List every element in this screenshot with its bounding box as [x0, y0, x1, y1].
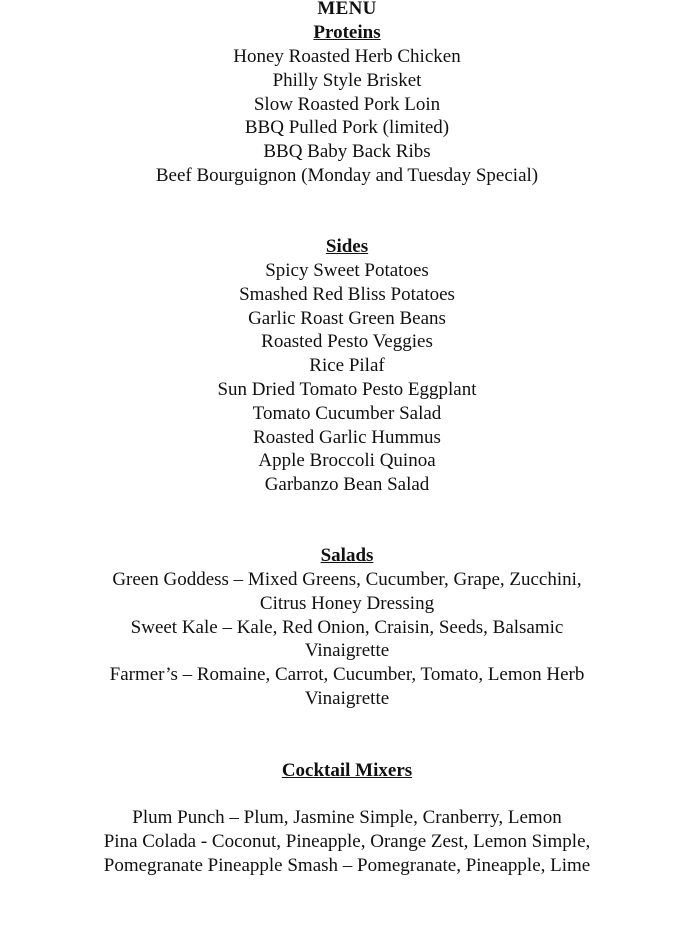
side-item: Roasted Garlic Hummus: [253, 426, 441, 448]
protein-item: Philly Style Brisket: [272, 69, 422, 91]
sides-list: [0, 259, 694, 497]
protein-item: Slow Roasted Pork Loin: [253, 93, 441, 115]
side-item: Rice Pilaf: [309, 355, 385, 377]
side-item: Roasted Pesto Veggies: [261, 331, 433, 353]
side-item: Smashed Red Bliss Potatoes: [239, 283, 455, 305]
side-item: Spicy Sweet Potatoes: [265, 260, 429, 281]
cocktail-mixers-section: [0, 759, 694, 877]
protein-item: BBQ Pulled Pork (limited): [244, 117, 450, 139]
protein-item: Beef Bourguignon (Monday and Tuesday Special): [155, 164, 539, 186]
protein-item: BBQ Baby Back Ribs: [263, 141, 431, 163]
proteins-list: [0, 45, 694, 188]
cocktail-item: Pina Colada - Coconut, Pineapple, Orange Zest, Lemon Simple,: [103, 830, 591, 852]
side-item: Tomato Cucumber Salad: [252, 402, 442, 424]
side-item: Apple Broccoli Quinoa: [258, 450, 436, 472]
sides-section: [0, 235, 694, 497]
salad-line: Farmer’s – Romaine, Carrot, Cucumber, Tomato, Lemon Herb: [109, 664, 585, 686]
salad-line: Citrus Honey Dressing: [259, 592, 435, 614]
salads-section: [0, 544, 694, 711]
cocktail-item: Plum Punch – Plum, Jasmine Simple, Cranberry, Lemon: [132, 807, 562, 828]
cocktail-mixers-list: [0, 806, 694, 877]
cocktail-item: Pomegranate Pineapple Smash – Pomegranate, Pineapple, Lime: [103, 854, 591, 876]
proteins-section: [0, 21, 694, 188]
menu-title: MENU: [317, 0, 377, 19]
side-item: Garbanzo Bean Salad: [264, 474, 430, 496]
side-item: Sun Dried Tomato Pesto Eggplant: [217, 378, 477, 400]
cocktail-mixers-heading: Cocktail Mixers: [281, 760, 413, 781]
salad-line: Green Goddess – Mixed Greens, Cucumber, Grape, Zucchini,: [112, 569, 582, 590]
protein-item: Honey Roasted Herb Chicken: [233, 46, 461, 67]
salad-line: Sweet Kale – Kale, Red Onion, Craisin, Seeds, Balsamic: [130, 616, 564, 638]
side-item: Garlic Roast Green Beans: [248, 307, 446, 329]
proteins-heading: Proteins: [313, 22, 381, 43]
sides-heading: Sides: [325, 236, 369, 257]
salad-line: Vinaigrette: [304, 687, 390, 709]
salads-list: [0, 568, 694, 711]
salad-line: Vinaigrette: [304, 640, 390, 662]
salads-heading: Salads: [320, 545, 374, 566]
